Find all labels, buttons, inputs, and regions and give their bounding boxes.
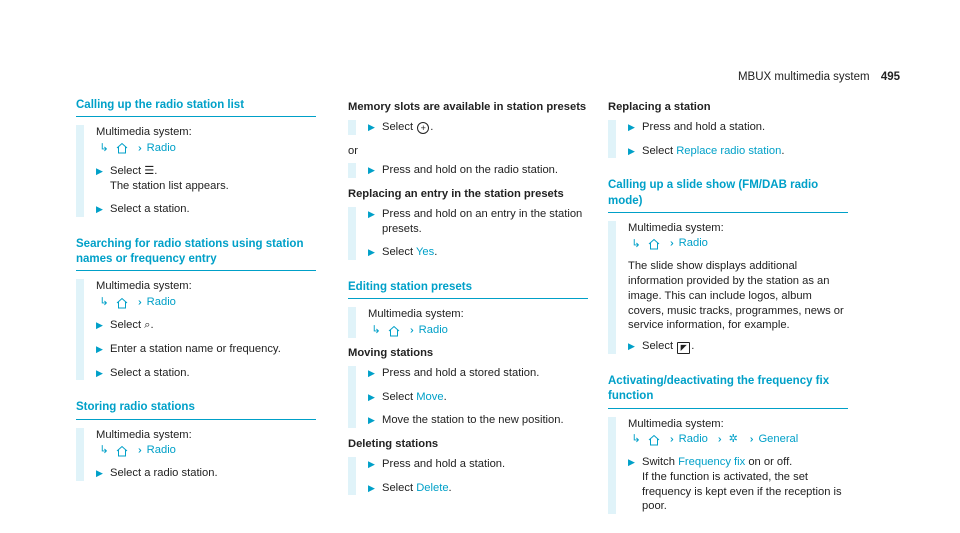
chevron-right-icon: ›› <box>670 434 671 446</box>
step <box>96 366 316 381</box>
step <box>96 342 316 357</box>
block-storing <box>76 428 316 481</box>
step-bullet-icon: ▶ <box>368 121 375 132</box>
page-header <box>738 70 900 85</box>
step-text: Switch <box>642 456 675 469</box>
step-text: Select <box>382 120 414 133</box>
step-bullet-icon: ▶ <box>628 457 635 468</box>
step-text: Press and hold a station. <box>642 120 766 133</box>
return-arrow-icon: ↳ <box>631 433 641 446</box>
step-bullet-icon: ▶ <box>628 121 635 132</box>
path-label: Multimedia system: <box>628 221 724 234</box>
block-deleting <box>348 457 588 496</box>
step-bullet-icon: ▶ <box>368 165 375 176</box>
subheading-replacing-station: Replacing a station <box>608 101 711 113</box>
step-bullet-icon: ▶ <box>96 204 103 215</box>
step-bullet-icon: ▶ <box>368 415 375 426</box>
home-icon <box>116 445 128 457</box>
step-text: Press and hold on an entry in the station presets. <box>382 207 583 235</box>
step-note: The station list appears. <box>110 179 229 192</box>
step <box>368 207 588 237</box>
nav-path <box>96 443 316 458</box>
section-title-editing-presets: Editing station presets <box>348 280 588 299</box>
radio-link[interactable]: Radio <box>418 324 448 337</box>
block-replacing-entry <box>348 207 588 260</box>
step <box>96 466 316 481</box>
step <box>628 120 848 135</box>
return-arrow-icon: ↳ <box>631 237 641 250</box>
subheading-replacing-entry: Replacing an entry in the station presets <box>348 188 564 201</box>
step-text: Select ⌕. <box>110 318 154 331</box>
chevron-right-icon: ›› <box>410 325 411 336</box>
subheading-moving: Moving stations <box>348 346 434 359</box>
path-label: Multimedia system: <box>96 126 192 139</box>
step-text: Select a station. <box>110 203 190 216</box>
step-bullet-icon: ▶ <box>368 458 375 469</box>
step-bullet-icon: ▶ <box>628 341 635 352</box>
radio-link[interactable]: Radio <box>146 141 176 154</box>
return-arrow-icon: ↳ <box>99 296 109 309</box>
step-bullet-icon: ▶ <box>368 391 375 402</box>
slideshow-icon: ◤ <box>677 342 690 354</box>
settings-icon: ✲ <box>728 433 738 446</box>
step <box>368 413 588 428</box>
step <box>96 164 316 194</box>
block-memory-slots-alt <box>348 163 588 178</box>
header-title: MBUX multimedia system <box>737 71 870 83</box>
step-note: If the function is activated, the set frequency is kept even if the reception is poor. <box>642 470 842 513</box>
radio-link[interactable]: Radio <box>146 444 176 457</box>
step: ▶ Select + . <box>368 120 434 133</box>
column-1 <box>76 98 316 490</box>
replace-station-link[interactable]: Replace radio station <box>676 144 782 157</box>
home-icon <box>648 434 660 446</box>
path-label: Multimedia system: <box>96 428 192 441</box>
nav-path <box>96 141 316 156</box>
step: ▶ Select Move. <box>368 390 447 403</box>
step <box>96 202 316 217</box>
chevron-right-icon: ›› <box>670 238 671 250</box>
block-slide-show <box>608 221 848 354</box>
radio-link[interactable]: Radio <box>678 237 708 250</box>
step <box>368 457 588 472</box>
radio-link[interactable]: Radio <box>146 296 176 309</box>
step <box>368 366 588 381</box>
step <box>368 163 588 178</box>
step-text: Press and hold a station. <box>382 457 506 470</box>
return-arrow-icon: ↳ <box>371 324 381 337</box>
radio-link[interactable]: Radio <box>678 433 708 446</box>
step-text: Select a station. <box>110 366 190 379</box>
home-icon <box>388 325 400 337</box>
step-text: Select <box>642 144 674 157</box>
step-text: Select a radio station. <box>110 467 218 480</box>
step-bullet-icon: ▶ <box>96 468 103 479</box>
section-title-search: Searching for radio stations using station names or frequency entry <box>76 237 316 271</box>
home-icon <box>116 297 128 309</box>
step-text: Select <box>382 246 414 259</box>
delete-option-link[interactable]: Delete <box>416 481 449 494</box>
step-text: Press and hold a stored station. <box>382 366 540 379</box>
step-bullet-icon: ▶ <box>368 367 375 378</box>
path-label: Multimedia system: <box>96 280 192 293</box>
column-2 <box>348 98 588 504</box>
nav-path <box>628 432 848 447</box>
path-label: Multimedia system: <box>368 308 464 321</box>
step: ▶ Select Yes. <box>368 246 438 259</box>
step-text-suffix: on or off. <box>748 456 793 469</box>
nav-path <box>96 295 316 310</box>
nav-path <box>628 236 848 251</box>
general-link[interactable]: General <box>758 433 799 446</box>
step-bullet-icon: ▶ <box>96 319 103 330</box>
step-bullet-icon: ▶ <box>368 482 375 493</box>
step-text: Enter a station name or frequency. <box>110 342 281 355</box>
return-arrow-icon: ↳ <box>99 444 109 457</box>
block-moving <box>348 366 588 428</box>
home-icon <box>648 238 660 250</box>
step <box>96 318 316 333</box>
block-search <box>76 279 316 380</box>
home-icon <box>116 142 128 154</box>
page-number: 495 <box>880 71 900 83</box>
chevron-right-icon: ›› <box>138 142 139 154</box>
step-text: Select <box>642 340 674 353</box>
subheading-deleting: Deleting stations <box>348 438 439 451</box>
step <box>628 455 848 514</box>
step: ▶ Select Replace radio station. <box>628 144 785 157</box>
step-text: Select ☰. <box>110 164 158 177</box>
section-title-station-list: Calling up the radio station list <box>76 98 316 117</box>
column-3 <box>608 98 848 523</box>
step-text: Press and hold on the radio station. <box>382 164 559 177</box>
return-arrow-icon: ↳ <box>99 142 109 155</box>
block-frequency-fix <box>608 417 848 515</box>
section-title-storing: Storing radio stations <box>76 400 316 419</box>
block-station-list <box>76 125 316 217</box>
chevron-right-icon: ›› <box>138 297 139 308</box>
block-editing-presets <box>348 307 588 338</box>
or-text: or <box>348 144 358 157</box>
nav-path <box>368 323 588 338</box>
chevron-right-icon: ›› <box>717 434 719 446</box>
block-replacing-station <box>608 120 848 159</box>
step-bullet-icon: ▶ <box>368 247 375 258</box>
step: ▶ Select ◤ . <box>628 340 695 353</box>
add-circle-icon: + <box>417 122 429 134</box>
step-bullet-icon: ▶ <box>628 145 635 156</box>
step-bullet-icon: ▶ <box>96 165 103 176</box>
move-option-link[interactable]: Move <box>416 390 444 403</box>
frequency-fix-link[interactable]: Frequency fix <box>678 456 746 469</box>
section-title-slide-show: Calling up a slide show (FM/DAB radio mode) <box>608 178 848 212</box>
subheading-memory-slots: Memory slots are available in station presets <box>348 101 587 113</box>
path-label: Multimedia system: <box>628 417 724 430</box>
step-text: Select <box>382 481 414 494</box>
chevron-right-icon: ›› <box>138 445 139 457</box>
step-bullet-icon: ▶ <box>96 343 103 354</box>
step-text: Move the station to the new position. <box>382 414 564 427</box>
step-bullet-icon: ▶ <box>96 367 103 378</box>
slide-show-description: The slide show displays additional information provided by the station as an image. This can include logos, album covers, music tracks, programmes, news or service information, for example. <box>628 260 844 332</box>
step-text: Select <box>382 390 414 403</box>
step-bullet-icon: ▶ <box>368 208 375 219</box>
section-title-frequency-fix: Activating/deactivating the frequency fix function <box>608 374 848 408</box>
step: ▶ Select Delete. <box>368 481 452 494</box>
yes-option-link[interactable]: Yes <box>416 246 435 259</box>
block-memory-slots <box>348 120 588 135</box>
chevron-right-icon: ›› <box>749 434 751 446</box>
